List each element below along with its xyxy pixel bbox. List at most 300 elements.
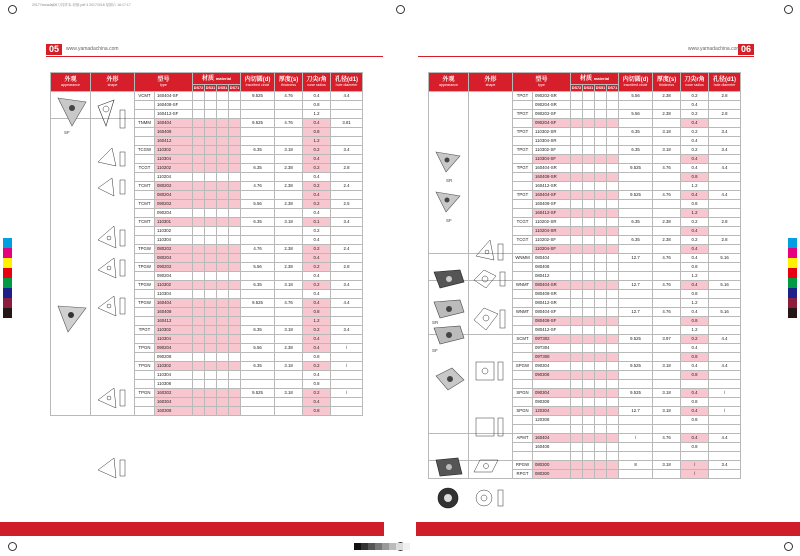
code-cell: 160408-SF — [533, 200, 571, 209]
thickness-cell — [653, 353, 681, 362]
grade-ds51-cell — [217, 191, 229, 200]
grade-ds71-cell — [229, 299, 241, 308]
grade-ds31-cell — [583, 245, 595, 254]
inscribed-circle-cell — [241, 317, 275, 326]
hole-diameter-cell: 4.4 — [331, 299, 363, 308]
nose-radius-cell: 0.4 — [303, 155, 331, 164]
grade-ds31-cell — [205, 92, 217, 101]
grade-ds72-cell — [193, 317, 205, 326]
grade-ds72-cell — [571, 371, 583, 380]
hole-diameter-cell — [709, 416, 741, 425]
grade-ds71-cell — [229, 362, 241, 371]
grade-ds51-cell — [595, 353, 607, 362]
grade-ds31-cell — [205, 173, 217, 182]
grade-label: DS31 — [583, 86, 594, 90]
grade-label: DS72 — [193, 86, 204, 90]
grade-ds51-cell — [595, 389, 607, 398]
type-cell — [513, 353, 533, 362]
thickness-cell — [275, 353, 303, 362]
color-calibration-strip — [788, 238, 797, 318]
code-cell — [533, 380, 571, 389]
grade-ds51-cell — [595, 128, 607, 137]
inscribed-circle-cell: 5.56 — [241, 200, 275, 209]
hole-diameter-cell: 5.16 — [709, 254, 741, 263]
grade-ds31-cell — [583, 380, 595, 389]
grade-ds71-cell — [229, 209, 241, 218]
nose-radius-cell: 0.4 — [681, 407, 709, 416]
grade-ds31-cell — [583, 434, 595, 443]
insert-photo-triangle-icon — [54, 300, 90, 336]
inscribed-circle-cell — [241, 371, 275, 380]
inscribed-circle-cell — [619, 380, 653, 389]
grade-ds71-cell — [607, 407, 619, 416]
grade-label: DS51 — [595, 86, 606, 90]
nose-radius-cell: 0.2 — [303, 263, 331, 272]
grade-ds31-cell — [205, 353, 217, 362]
grade-ds51-cell — [217, 92, 229, 101]
grade-ds31-cell — [583, 191, 595, 200]
grade-ds72-cell — [571, 263, 583, 272]
type-cell — [513, 371, 533, 380]
code-cell: 110302-SR — [533, 128, 571, 137]
grade-ds71-cell — [607, 164, 619, 173]
inscribed-circle-cell: 5.56 — [619, 92, 653, 101]
grade-ds51-cell — [217, 137, 229, 146]
shape-diagram-tcgt-icon — [470, 232, 510, 266]
code-cell: 120304 — [533, 407, 571, 416]
grade-ds51-cell — [595, 191, 607, 200]
inscribed-circle-cell — [241, 236, 275, 245]
hole-diameter-cell — [331, 407, 363, 416]
grade-ds31-cell — [583, 470, 595, 479]
grade-ds72-cell — [193, 407, 205, 416]
insert-variant-label: SF — [64, 130, 70, 135]
grade-ds71-cell — [229, 353, 241, 362]
grade-ds31-cell — [205, 191, 217, 200]
thickness-cell — [275, 254, 303, 263]
thickness-cell — [275, 191, 303, 200]
code-cell: 090304 — [533, 362, 571, 371]
grade-ds72-cell — [571, 236, 583, 245]
nose-radius-cell: 0.4 — [681, 137, 709, 146]
hole-diameter-cell — [331, 335, 363, 344]
thickness-cell: 4.76 — [653, 254, 681, 263]
inscribed-circle-cell — [241, 407, 275, 416]
thickness-cell — [275, 236, 303, 245]
grade-ds72-cell — [571, 416, 583, 425]
type-cell: TPGW — [135, 245, 155, 254]
grade-ds31-cell — [583, 254, 595, 263]
thickness-cell — [653, 101, 681, 110]
code-cell: 160408 — [155, 128, 193, 137]
code-cell: 080202 — [155, 245, 193, 254]
grade-ds51-cell — [217, 380, 229, 389]
hole-diameter-cell: / — [709, 389, 741, 398]
inscribed-circle-cell — [241, 173, 275, 182]
hole-diameter-cell — [709, 326, 741, 335]
inscribed-circle-cell — [241, 380, 275, 389]
grade-ds71-cell — [607, 173, 619, 182]
grade-ds71-cell — [607, 92, 619, 101]
grade-ds51-cell — [217, 362, 229, 371]
grade-ds72-cell — [571, 398, 583, 407]
thickness-cell: 4.76 — [653, 434, 681, 443]
thickness-cell: 3.18 — [653, 362, 681, 371]
grade-ds51-cell — [217, 272, 229, 281]
thickness-cell — [653, 245, 681, 254]
registration-mark-icon — [8, 542, 17, 551]
nose-radius-cell: 0.2 — [303, 389, 331, 398]
code-cell: 110202-SF — [533, 236, 571, 245]
col-thickness: 厚度(s) thickness — [275, 73, 303, 92]
thickness-cell: 3.18 — [275, 281, 303, 290]
inscribed-circle-cell — [619, 371, 653, 380]
grade-ds72-cell — [571, 362, 583, 371]
grade-ds72-cell — [571, 353, 583, 362]
code-cell: 160412-SF — [155, 110, 193, 119]
nose-radius-cell: 0.2 — [681, 92, 709, 101]
type-cell — [513, 119, 533, 128]
grade-ds51-cell — [217, 146, 229, 155]
code-cell: 160404 — [155, 119, 193, 128]
grade-ds51-cell — [595, 461, 607, 470]
inscribed-circle-cell — [619, 290, 653, 299]
grade-ds71-cell — [607, 362, 619, 371]
grade-ds51-cell — [217, 326, 229, 335]
hole-diameter-cell — [709, 245, 741, 254]
grade-ds51-cell — [595, 272, 607, 281]
type-cell — [135, 335, 155, 344]
hole-diameter-cell — [331, 155, 363, 164]
type-cell: SPGN — [513, 389, 533, 398]
code-cell: 110304-SR — [533, 137, 571, 146]
grade-ds71-cell — [607, 272, 619, 281]
inscribed-circle-cell — [619, 101, 653, 110]
thickness-cell — [275, 227, 303, 236]
grade-ds72-cell — [571, 317, 583, 326]
grade-ds31-cell — [583, 173, 595, 182]
grade-ds31-cell — [583, 92, 595, 101]
hole-diameter-cell — [331, 380, 363, 389]
grade-ds71-cell — [607, 380, 619, 389]
inscribed-circle-cell — [619, 200, 653, 209]
inscribed-circle-cell — [619, 173, 653, 182]
hole-diameter-cell: 3.4 — [709, 461, 741, 470]
type-cell: TPGW — [135, 299, 155, 308]
col-thickness: 厚度(s) thickness — [653, 73, 681, 92]
hole-diameter-cell: 2.4 — [331, 245, 363, 254]
type-cell — [135, 398, 155, 407]
col-inscribed: 内切圆(d) inscribed circle — [241, 73, 275, 92]
grade-ds31-cell — [205, 326, 217, 335]
grade-ds71-cell — [607, 263, 619, 272]
col-hole: 孔径(d1) hole diameter — [709, 73, 741, 92]
code-cell: 090202-SR — [533, 92, 571, 101]
inscribed-circle-cell: 12.7 — [619, 308, 653, 317]
hole-diameter-cell — [709, 101, 741, 110]
grade-ds72-cell — [571, 461, 583, 470]
grade-ds51-cell — [595, 335, 607, 344]
grade-ds51-cell — [217, 110, 229, 119]
nose-radius-cell: 0.4 — [681, 191, 709, 200]
shape-diagram-wnmt-icon — [470, 296, 510, 346]
type-cell — [513, 245, 533, 254]
grade-ds72-cell — [193, 389, 205, 398]
hole-diameter-cell — [709, 398, 741, 407]
nose-radius-cell: 1.2 — [303, 137, 331, 146]
hole-diameter-cell: 4.4 — [709, 164, 741, 173]
nose-radius-cell: 0.4 — [303, 119, 331, 128]
grade-ds72-cell — [193, 245, 205, 254]
grade-ds51-cell — [217, 308, 229, 317]
type-cell: RPGW — [513, 461, 533, 470]
thickness-cell — [275, 110, 303, 119]
grade-ds71-cell — [607, 452, 619, 461]
type-cell — [513, 263, 533, 272]
grade-ds72-cell — [193, 119, 205, 128]
inscribed-circle-cell — [619, 425, 653, 434]
grade-ds51-cell — [217, 407, 229, 416]
nose-radius-cell: 0.4 — [303, 173, 331, 182]
grade-ds31-cell — [205, 110, 217, 119]
grade-ds31-cell — [205, 308, 217, 317]
inscribed-circle-cell: 6.35 — [241, 218, 275, 227]
type-cell — [135, 371, 155, 380]
inscribed-circle-cell: 9.525 — [241, 92, 275, 101]
hole-diameter-cell: 3.4 — [331, 146, 363, 155]
grade-ds72-cell — [571, 137, 583, 146]
thickness-cell: 2.38 — [275, 344, 303, 353]
nose-radius-cell: 0.4 — [303, 299, 331, 308]
grade-ds51-cell — [217, 245, 229, 254]
grade-ds71-cell — [229, 173, 241, 182]
grade-ds51-cell — [595, 263, 607, 272]
thickness-cell — [275, 380, 303, 389]
code-cell: 110304-SF — [533, 155, 571, 164]
type-cell — [513, 398, 533, 407]
hole-diameter-cell: 4.4 — [709, 191, 741, 200]
grade-ds72-cell — [193, 191, 205, 200]
inscribed-circle-cell: 6.35 — [241, 281, 275, 290]
hole-diameter-cell — [331, 353, 363, 362]
col-nose-radius: 刀尖r角 nose radius — [681, 73, 709, 92]
nose-radius-cell: 0.4 — [681, 254, 709, 263]
thickness-cell — [653, 317, 681, 326]
grade-ds72-cell — [193, 254, 205, 263]
grade-ds72-cell — [571, 434, 583, 443]
code-cell: 110204-SF — [533, 245, 571, 254]
code-cell: 110202 — [155, 164, 193, 173]
grade-ds71-cell — [607, 389, 619, 398]
thickness-cell — [653, 425, 681, 434]
grade-ds71-cell — [607, 218, 619, 227]
grade-ds71-cell — [229, 110, 241, 119]
grade-ds51-cell — [595, 209, 607, 218]
hole-diameter-cell — [331, 209, 363, 218]
thickness-cell — [653, 344, 681, 353]
grade-ds71-cell — [607, 227, 619, 236]
thickness-cell: 4.76 — [653, 281, 681, 290]
grade-ds51-cell — [595, 470, 607, 479]
nose-radius-cell: 0.2 — [681, 146, 709, 155]
code-cell: 160404 — [155, 299, 193, 308]
grade-ds31-cell — [583, 362, 595, 371]
inscribed-circle-cell — [619, 452, 653, 461]
type-cell — [513, 344, 533, 353]
grade-ds31-cell — [205, 200, 217, 209]
grade-ds31-cell — [205, 389, 217, 398]
grade-ds72-cell — [193, 137, 205, 146]
grade-ds31-cell — [583, 326, 595, 335]
inscribed-circle-cell — [619, 398, 653, 407]
grade-ds72-cell — [571, 182, 583, 191]
grade-ds71-cell — [607, 416, 619, 425]
type-cell: TCGT — [513, 218, 533, 227]
grade-ds51-cell — [217, 344, 229, 353]
grade-ds71-cell — [607, 146, 619, 155]
hole-diameter-cell — [709, 227, 741, 236]
inscribed-circle-cell: 5.56 — [619, 110, 653, 119]
grade-ds31-cell — [205, 182, 217, 191]
grade-ds71-cell — [607, 128, 619, 137]
grade-ds72-cell — [571, 380, 583, 389]
grade-ds72-cell — [193, 380, 205, 389]
thickness-cell: 2.38 — [275, 182, 303, 191]
grade-ds31-cell — [583, 218, 595, 227]
type-cell: TPGT — [135, 326, 155, 335]
type-cell: TPGT — [513, 128, 533, 137]
inscribed-circle-cell — [619, 416, 653, 425]
hole-diameter-cell: / — [709, 407, 741, 416]
grade-ds71-cell — [229, 290, 241, 299]
type-cell: TPGT — [513, 146, 533, 155]
hole-diameter-cell — [709, 299, 741, 308]
nose-radius-cell: 0.4 — [681, 119, 709, 128]
hole-diameter-cell: 4.4 — [709, 434, 741, 443]
inscribed-circle-cell: 12.7 — [619, 281, 653, 290]
page-number-left: 05 — [46, 44, 62, 55]
inscribed-circle-cell — [619, 119, 653, 128]
grade-ds31-cell — [205, 245, 217, 254]
grade-ds72-cell — [193, 110, 205, 119]
grade-ds51-cell — [595, 317, 607, 326]
type-cell — [135, 254, 155, 263]
grade-ds72-cell — [571, 101, 583, 110]
type-cell — [513, 272, 533, 281]
code-cell: 110304 — [155, 335, 193, 344]
grade-ds72-cell — [571, 389, 583, 398]
inscribed-circle-cell: 9.525 — [241, 299, 275, 308]
grade-ds51-cell — [595, 182, 607, 191]
inscribed-circle-cell: 8 — [619, 461, 653, 470]
grade-ds71-cell — [607, 200, 619, 209]
grade-ds72-cell — [571, 344, 583, 353]
grade-ds31-cell — [205, 344, 217, 353]
grade-ds51-cell — [595, 110, 607, 119]
site-url-right: www.yamadachina.com — [688, 46, 741, 52]
type-cell: TPGT — [513, 110, 533, 119]
inscribed-circle-cell — [619, 470, 653, 479]
code-cell: 110302 — [155, 326, 193, 335]
grade-ds72-cell — [571, 299, 583, 308]
grade-ds71-cell — [229, 371, 241, 380]
grade-ds72-cell — [193, 101, 205, 110]
nose-radius-cell: 0.4 — [303, 398, 331, 407]
type-cell — [135, 137, 155, 146]
insert-photo-vcmt-icon — [52, 94, 90, 136]
header-rule-left — [46, 56, 383, 57]
thickness-cell — [653, 380, 681, 389]
insert-photo-apmt-icon — [430, 456, 468, 478]
grade-ds71-cell — [229, 380, 241, 389]
registration-mark-icon — [8, 5, 17, 14]
grade-ds71-cell — [229, 92, 241, 101]
shape-diagram-vcmt-icon — [92, 96, 132, 136]
thickness-cell — [275, 173, 303, 182]
nose-radius-cell: 0.1 — [303, 218, 331, 227]
grade-ds31-cell — [205, 317, 217, 326]
grade-ds51-cell — [217, 128, 229, 137]
grade-ds51-cell — [217, 281, 229, 290]
grade-ds51-cell — [595, 380, 607, 389]
nose-radius-cell: 0.4 — [303, 371, 331, 380]
inscribed-circle-cell — [619, 155, 653, 164]
grade-ds72-cell — [571, 254, 583, 263]
appearance-cell — [51, 119, 91, 416]
inscribed-circle-cell — [241, 335, 275, 344]
type-cell — [513, 101, 533, 110]
grade-ds72-cell — [571, 407, 583, 416]
code-cell: 110304 — [155, 155, 193, 164]
grade-ds71-cell — [229, 389, 241, 398]
grade-ds51-cell — [595, 416, 607, 425]
inscribed-circle-cell: 9.525 — [619, 389, 653, 398]
code-cell: 080300 — [533, 461, 571, 470]
grade-ds51-cell — [595, 254, 607, 263]
hole-diameter-cell: 4.4 — [331, 92, 363, 101]
inscribed-circle-cell — [241, 155, 275, 164]
code-cell: 110302 — [155, 362, 193, 371]
thickness-cell — [653, 371, 681, 380]
grade-ds72-cell — [193, 164, 205, 173]
insert-photo-square-icon — [430, 364, 468, 404]
footer-band-left — [0, 522, 384, 536]
thickness-cell — [653, 416, 681, 425]
nose-radius-cell: 0.4 — [681, 155, 709, 164]
grade-ds72-cell — [571, 281, 583, 290]
code-cell: 080204 — [155, 254, 193, 263]
grade-ds51-cell — [217, 389, 229, 398]
page-number-right: 06 — [738, 44, 754, 55]
inscribed-circle-cell — [241, 110, 275, 119]
col-inscribed: 内切圆(d) inscribed circle — [619, 73, 653, 92]
grade-ds72-cell — [571, 209, 583, 218]
thickness-cell — [275, 371, 303, 380]
hole-diameter-cell — [709, 209, 741, 218]
grade-ds31-cell — [205, 218, 217, 227]
grade-ds31-cell — [583, 335, 595, 344]
thickness-cell — [275, 407, 303, 416]
nose-radius-cell: 0.2 — [303, 227, 331, 236]
nose-radius-cell: 0.4 — [303, 236, 331, 245]
type-cell — [135, 236, 155, 245]
thickness-cell: 2.38 — [275, 245, 303, 254]
nose-radius-cell: 0.2 — [303, 245, 331, 254]
code-cell: 080412 — [533, 272, 571, 281]
thickness-cell — [275, 155, 303, 164]
insert-photo-wnmm-icon — [430, 266, 468, 292]
col-type: 型号 type — [513, 73, 571, 92]
